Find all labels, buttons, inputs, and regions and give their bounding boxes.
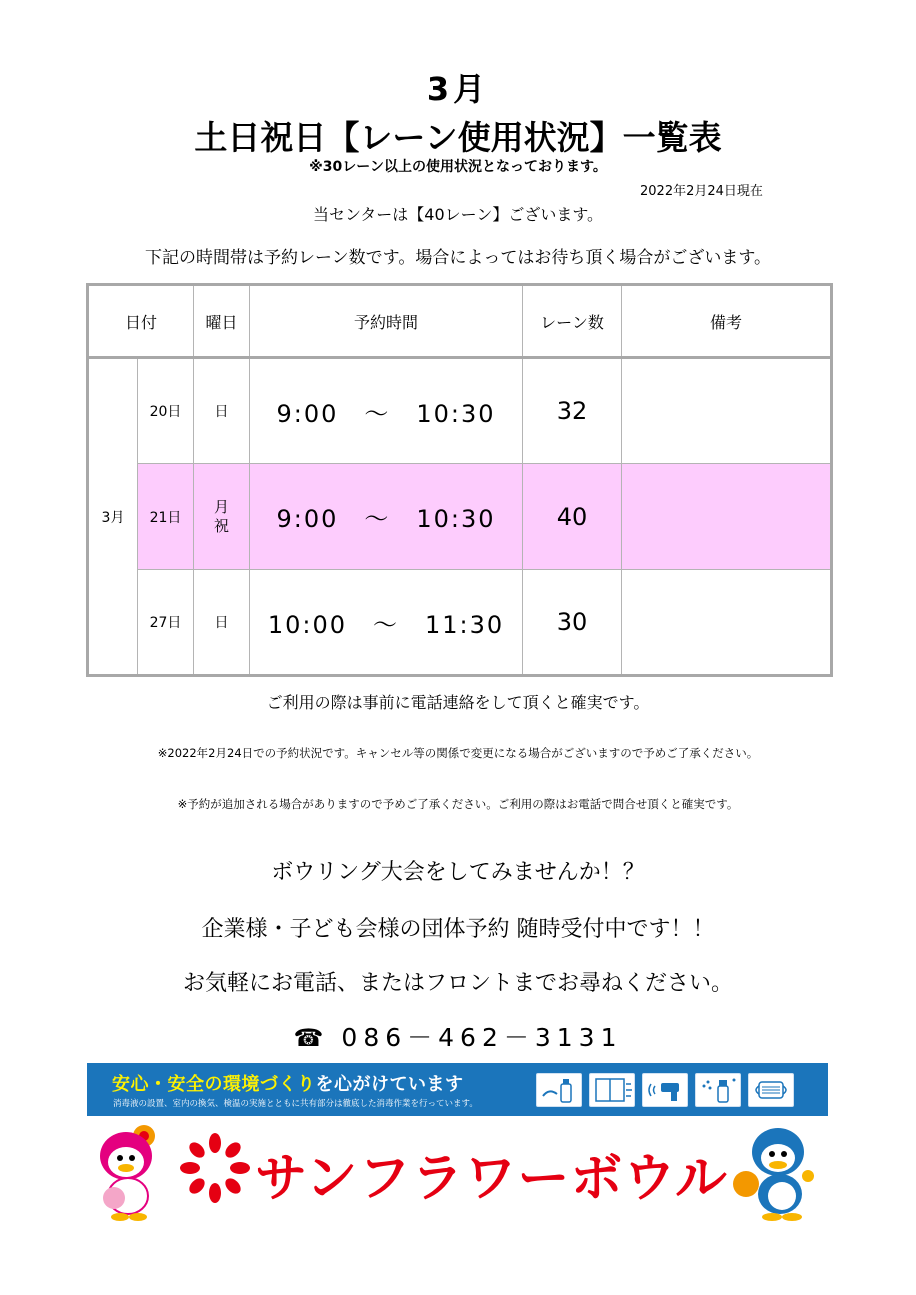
phone-number[interactable]: 086－462－3131 [341, 1023, 623, 1052]
time-cell: 9:00 ～ 10:30 [250, 464, 523, 570]
subnote: ※30レーン以上の使用状況となっております。 [309, 159, 607, 175]
time-cell: 10:00 ～ 11:30 [250, 570, 523, 676]
mascot-penguin-logo [728, 1122, 824, 1222]
promo-line-3: お気軽にお電話、またはフロントまでお尋ねください。 [182, 971, 733, 996]
phone-line [0, 1018, 916, 1054]
time-cell: 9:00 ～ 10:30 [250, 358, 523, 464]
footnote-1: ※2022年2月24日での予約状況です。キャンセル等の関係で変更になる場合がございますので予めご了承ください。 [157, 746, 759, 760]
remarks-cell [622, 358, 832, 464]
month-title: 3月 [426, 70, 490, 108]
day-cell: 21日 [138, 464, 194, 570]
table-row [88, 570, 832, 676]
mask-icon [748, 1073, 794, 1107]
month-cell: 3月 [88, 358, 138, 676]
ventilation-icon [589, 1073, 635, 1107]
notice-text: 下記の時間帯は予約レーン数です。場合によってはお待ち頂く場合がございます。 [145, 248, 771, 268]
dow-cell: 日 [194, 570, 250, 676]
confirm-note: ご利用の際は事前に電話連絡をして頂くと確実です。 [266, 693, 650, 712]
dow-holiday: 祝 [214, 516, 230, 535]
spray-icon [695, 1073, 741, 1107]
page-title: 土日祝日【レーン使用状況】一覧表 [194, 118, 722, 157]
header-time: 予約時間 [250, 285, 523, 358]
table-row-highlighted [88, 464, 832, 570]
safety-title-main: 安心・安全の環境づくり [112, 1074, 316, 1095]
mascot-girl-logo [92, 1122, 164, 1222]
header-date: 日付 [88, 285, 194, 358]
sanitizer-icon [536, 1073, 582, 1107]
lanes-cell: 40 [523, 464, 622, 570]
thermometer-icon [642, 1073, 688, 1107]
sunflower-logo [180, 1133, 250, 1203]
dow-main: 月 [214, 497, 230, 516]
lanes-cell: 30 [523, 570, 622, 676]
table-header-row [88, 285, 832, 358]
lane-usage-table [86, 283, 833, 677]
header-dow: 曜日 [194, 285, 250, 358]
day-cell: 20日 [138, 358, 194, 464]
safety-title [112, 1070, 464, 1096]
safety-description: 消毒液の設置、室内の換気、検温の実施とともに共有部分は徹底した消毒作業を行っています。 [113, 1099, 478, 1109]
table-row [88, 358, 832, 464]
header-remarks: 備考 [622, 285, 832, 358]
safety-banner [87, 1063, 828, 1116]
lanes-cell: 32 [523, 358, 622, 464]
promo-line-1: ボウリング大会をしてみませんか！？ [271, 860, 645, 885]
header-lanes: レーン数 [523, 285, 622, 358]
brand-logo-text: サンフラワーボウル [255, 1149, 728, 1209]
telephone-icon: ☎ [293, 1024, 324, 1052]
as-of-date: 2022年2月24日現在 [640, 184, 763, 199]
center-info: 当センターは【40レーン】ございます。 [312, 205, 604, 224]
day-cell: 27日 [138, 570, 194, 676]
promo-line-2: 企業様・子ども会様の団体予約 随時受付中です！！ [201, 917, 715, 942]
dow-cell: 日 [194, 358, 250, 464]
remarks-cell [622, 464, 832, 570]
dow-cell [194, 464, 250, 570]
safety-title-sub: を心がけています [315, 1074, 464, 1095]
footnote-2: ※予約が追加される場合がありますので予めご了承ください。ご利用の際はお電話で問合せ頂くと確実です。 [177, 797, 739, 811]
remarks-cell [622, 570, 832, 676]
